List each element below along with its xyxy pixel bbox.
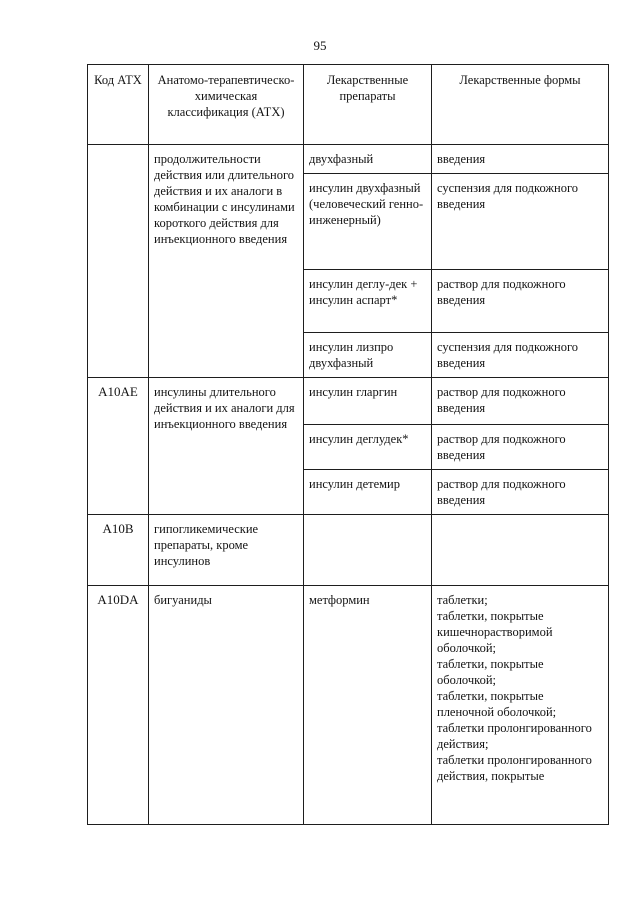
cell-code <box>88 145 149 378</box>
cell-drug: инсулин гларгин <box>304 378 432 425</box>
cell-form: таблетки; таблетки, покрытые кишечнорастворимой оболочкой; таблетки, покрытые оболочкой; таблетки, покрытые пленочной оболочкой; таблетки пролонгированного действия; таблетки пролонгированного действия, покрытые <box>432 586 609 825</box>
cell-form: суспензия для подкожного введения <box>432 333 609 378</box>
table-row <box>88 586 609 825</box>
cell-classification: бигуаниды <box>149 586 304 825</box>
cell-code: A10B <box>88 515 149 586</box>
cell-form: раствор для подкожного введения <box>432 270 609 333</box>
cell-drug: двухфазный <box>304 145 432 174</box>
header-drugs: Лекарственные препараты <box>304 65 432 145</box>
cell-drug: инсулин деглудек* <box>304 425 432 470</box>
cell-form <box>432 515 609 586</box>
header-classification: Анатомо-терапевтическо-химическая классификация (АТХ) <box>149 65 304 145</box>
cell-drug: инсулин лизпро двухфазный <box>304 333 432 378</box>
cell-form: раствор для подкожного введения <box>432 378 609 425</box>
table-row <box>88 378 609 425</box>
header-code: Код АТХ <box>88 65 149 145</box>
cell-drug: инсулин детемир <box>304 470 432 515</box>
cell-code: A10AE <box>88 378 149 515</box>
table-row <box>88 515 609 586</box>
cell-classification: продолжительности действия или длительного действия и их аналоги в комбинации с инсулинами короткого действия для инъекционного введения <box>149 145 304 378</box>
cell-drug: метформин <box>304 586 432 825</box>
cell-code: A10DA <box>88 586 149 825</box>
cell-classification: инсулины длительного действия и их аналоги для инъекционного введения <box>149 378 304 515</box>
page-number: 95 <box>313 38 327 53</box>
cell-form: суспензия для подкожного введения <box>432 174 609 270</box>
cell-form: раствор для подкожного введения <box>432 425 609 470</box>
cell-drug: инсулин двухфазный (человеческий генно-инженерный) <box>304 174 432 270</box>
atc-table <box>87 64 609 825</box>
cell-classification: гипогликемические препараты, кроме инсулинов <box>149 515 304 586</box>
cell-drug: инсулин деглу-дек + инсулин аспарт* <box>304 270 432 333</box>
table-row <box>88 145 609 174</box>
header-forms: Лекарственные формы <box>432 65 609 145</box>
cell-drug <box>304 515 432 586</box>
cell-form: введения <box>432 145 609 174</box>
table-body <box>88 145 609 825</box>
cell-form: раствор для подкожного введения <box>432 470 609 515</box>
table-header-row <box>88 65 609 145</box>
